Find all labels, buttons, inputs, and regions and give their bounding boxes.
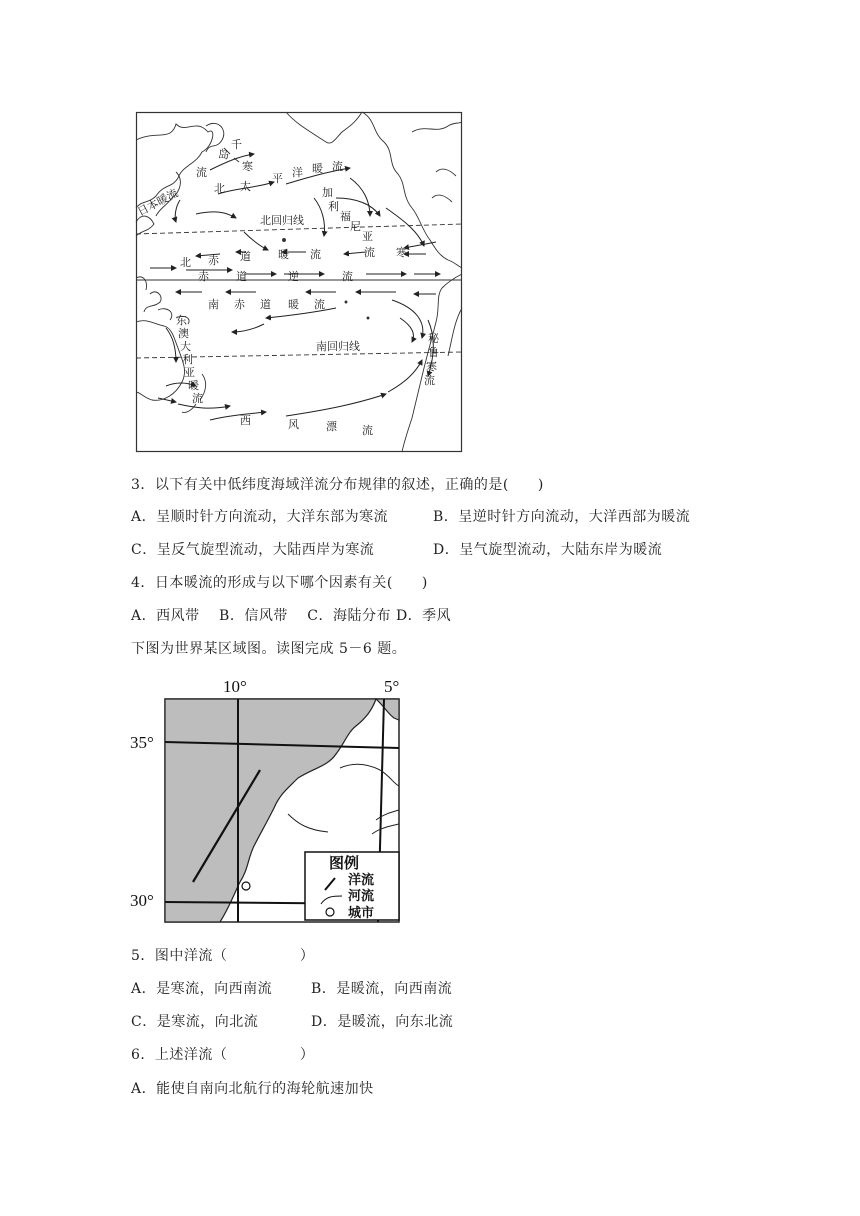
label-np-3: 洋 bbox=[292, 166, 303, 179]
label-ww-2: 漂 bbox=[326, 420, 337, 433]
label-np-2: 平 bbox=[272, 172, 283, 185]
label-ea-5: 暖 bbox=[188, 379, 199, 392]
label-cc-2: 逆 bbox=[288, 270, 299, 283]
label-ww-1: 风 bbox=[288, 418, 299, 431]
label-np-4: 暖 bbox=[312, 162, 323, 175]
label-ww-3: 流 bbox=[362, 424, 373, 437]
lon-label-10: 10° bbox=[223, 677, 247, 696]
label-ea-2: 大 bbox=[180, 340, 191, 353]
q5-option-a[interactable]: A．是寒流，向西南流 bbox=[131, 981, 273, 997]
q5-option-b[interactable]: B．是暖流，向西南流 bbox=[311, 981, 453, 997]
label-dao: 岛 bbox=[218, 148, 229, 161]
lat-label-35: 35° bbox=[130, 733, 154, 752]
label-ne-2: 道 bbox=[240, 250, 251, 263]
q5-option-c[interactable]: C．是寒流，向北流 bbox=[131, 1014, 259, 1030]
label-qian: 千 bbox=[231, 138, 242, 151]
legend-river-label: 河流 bbox=[348, 888, 375, 903]
label-se-1: 赤 bbox=[234, 298, 245, 311]
label-ea-1: 澳 bbox=[178, 327, 189, 340]
label-cal-0: 加 bbox=[322, 186, 333, 199]
lon-label-5: 5° bbox=[384, 677, 400, 696]
label-ne-3: 暖 bbox=[278, 248, 289, 261]
label-se-4: 流 bbox=[314, 298, 325, 311]
label-np-0: 北 bbox=[214, 182, 225, 195]
label-cal-4: 亚 bbox=[362, 230, 373, 243]
label-cal-5: 寒 bbox=[396, 246, 407, 259]
label-tropic-n: 北回归线 bbox=[260, 214, 304, 227]
q6-option-a[interactable]: A．能使自南向北航行的海轮航速加快 bbox=[131, 1081, 374, 1097]
label-se-3: 暖 bbox=[288, 298, 299, 311]
label-kuroshio: 日本暖流 bbox=[135, 186, 181, 219]
label-ea-3: 利 bbox=[182, 353, 193, 366]
section-intro: 下图为世界某区域图。读图完成 5－6 题。 bbox=[131, 641, 407, 657]
label-ea-6: 流 bbox=[192, 392, 203, 405]
label-peru-1: 鲁 bbox=[428, 346, 439, 359]
q3-stem: 3．以下有关中低纬度海域洋流分布规律的叙述，正确的是( ) bbox=[131, 477, 544, 493]
label-ea-4: 亚 bbox=[184, 366, 195, 379]
label-ne-1: 赤 bbox=[208, 254, 219, 267]
label-ne-4: 流 bbox=[310, 248, 321, 261]
label-han: 寒 bbox=[242, 160, 253, 173]
label-liu: 流 bbox=[196, 166, 207, 179]
lat-label-30: 30° bbox=[130, 891, 154, 910]
q3-option-d[interactable]: D．呈气旋型流动，大陆东岸为暖流 bbox=[433, 542, 663, 558]
q4-stem: 4．日本暖流的形成与以下哪个因素有关( ) bbox=[131, 575, 428, 591]
q3-option-c[interactable]: C．呈反气旋型流动，大陆西岸为寒流 bbox=[131, 542, 375, 558]
pacific-currents-map bbox=[136, 112, 462, 452]
legend-title: 图例 bbox=[329, 856, 360, 872]
q4-options[interactable]: A．西风带 B．信风带 C．海陆分布 D．季风 bbox=[131, 608, 452, 624]
label-ww-0: 西 bbox=[240, 414, 251, 427]
legend-city-symbol bbox=[326, 908, 334, 916]
label-cal-3: 尼 bbox=[350, 220, 361, 233]
label-cc-0: 赤 bbox=[198, 270, 209, 283]
legend-current-label: 洋流 bbox=[348, 872, 375, 887]
label-cal-6: 流 bbox=[364, 246, 375, 259]
label-se-0: 南 bbox=[208, 298, 219, 311]
label-ne-0: 北 bbox=[180, 256, 191, 269]
label-cal-2: 福 bbox=[340, 210, 351, 223]
label-peru-3: 流 bbox=[424, 374, 435, 387]
label-peru-0: 秘 bbox=[428, 332, 439, 345]
label-np-5: 流 bbox=[332, 160, 343, 173]
q6-stem: 6．上述洋流（ ） bbox=[131, 1047, 315, 1063]
region-map bbox=[130, 674, 408, 924]
q5-option-d[interactable]: D．是暖流，向东北流 bbox=[311, 1014, 454, 1030]
label-tropic-s: 南回归线 bbox=[316, 340, 360, 353]
label-cc-1: 道 bbox=[236, 270, 247, 283]
city-marker bbox=[242, 882, 250, 890]
label-np-1: 太 bbox=[240, 180, 251, 193]
q5-stem: 5．图中洋流（ ） bbox=[131, 948, 315, 964]
label-cc-3: 流 bbox=[342, 270, 353, 283]
q3-option-a[interactable]: A．呈顺时针方向流动，大洋东部为寒流 bbox=[131, 509, 389, 525]
label-ea-0: 东 bbox=[176, 314, 187, 327]
label-se-2: 道 bbox=[260, 298, 271, 311]
legend-city-label: 城市 bbox=[348, 905, 375, 920]
q3-option-b[interactable]: B．呈逆时针方向流动，大洋西部为暖流 bbox=[433, 509, 691, 525]
label-peru-2: 寒 bbox=[426, 360, 437, 373]
label-cal-1: 利 bbox=[328, 200, 339, 213]
